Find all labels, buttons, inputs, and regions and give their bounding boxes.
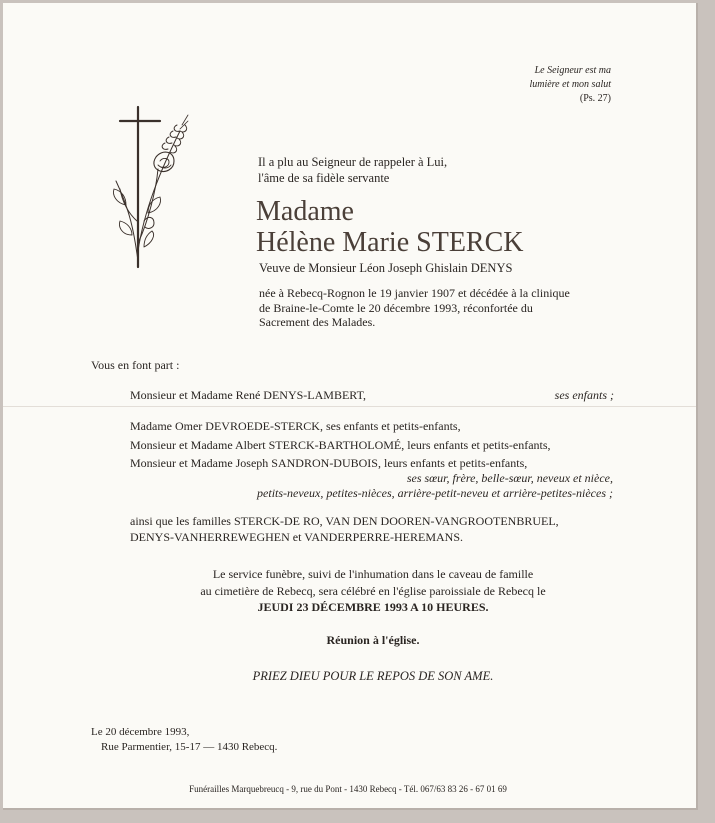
epigraph-line-2: lumière et mon salut bbox=[529, 79, 611, 90]
funeral-notice-card bbox=[3, 3, 698, 810]
widow-of-text: Veuve de Monsieur Léon Joseph Ghislain DENYS bbox=[259, 261, 513, 275]
sibling-line-3: Monsieur et Madame Joseph SANDRON-DUBOIS, leurs enfants et petits-enfants, bbox=[130, 456, 528, 470]
epigraph-reference: (Ps. 27) bbox=[579, 93, 611, 104]
cross-with-rose-and-wheat-icon bbox=[108, 101, 200, 271]
siblings-list bbox=[130, 417, 551, 473]
other-families bbox=[130, 513, 559, 545]
service-line-2: au cimetière de Rebecq, sera célébré en l'église paroissiale de Rebecq le bbox=[200, 583, 546, 598]
intro-text bbox=[258, 154, 447, 186]
service-datetime: JEUDI 23 DÉCEMBRE 1993 A 10 HEURES. bbox=[257, 600, 489, 614]
birth-death-line-1: née à Rebecq-Rognon le 19 janvier 1907 et décédée à la clinique bbox=[259, 286, 570, 300]
sender-date: Le 20 décembre 1993, bbox=[91, 726, 190, 738]
birth-death-line-3: Sacrement des Malades. bbox=[259, 315, 376, 329]
deceased-title: Madame bbox=[256, 196, 354, 227]
epigraph bbox=[443, 64, 611, 106]
birth-death-text bbox=[259, 286, 570, 330]
meeting-text: Réunion à l'église. bbox=[326, 633, 420, 647]
prayer-text: PRIEZ DIEU POUR LE REPOS DE SON AME. bbox=[252, 669, 494, 683]
fold-line bbox=[3, 406, 696, 407]
epigraph-line-1: Le Seigneur est ma bbox=[534, 65, 611, 76]
birth-death-line-2: de Braine-le-Comte le 20 décembre 1993, réconfortée du bbox=[259, 300, 533, 315]
announcement-text: Vous en font part : bbox=[91, 358, 180, 372]
funeral-home-footer: Funérailles Marquebreucq - 9, rue du Pont - 1430 Rebecq - Tél. 067/63 83 26 - 67 01 69 bbox=[189, 784, 507, 794]
siblings-relation bbox=[163, 471, 613, 501]
deceased-name: Hélène Marie STERCK bbox=[256, 227, 524, 258]
siblings-relation-line-2: petits-neveux, petites-nièces, arrière-petit-neveu et arrière-petites-nièces ; bbox=[257, 486, 613, 500]
sibling-line-2: Monsieur et Madame Albert STERCK-BARTHOLOMÉ, leurs enfants et petits-enfants, bbox=[130, 437, 551, 452]
children-names: Monsieur et Madame René DENYS-LAMBERT, bbox=[130, 388, 367, 402]
sibling-line-1: Madame Omer DEVROEDE-STERCK, ses enfants et petits-enfants, bbox=[130, 419, 461, 433]
sender-address: Rue Parmentier, 15-17 — 1430 Rebecq. bbox=[101, 741, 278, 753]
siblings-relation-line-1: ses sœur, frère, belle-sœur, neveux et nièce, bbox=[406, 471, 613, 485]
sender-block bbox=[91, 725, 277, 755]
intro-line-1: Il a plu au Seigneur de rappeler à Lui, bbox=[258, 155, 448, 169]
other-families-line-1: ainsi que les familles STERCK-DE RO, VAN DEN DOOREN-VANGROOTENBRUEL, bbox=[130, 514, 559, 528]
funeral-service-text bbox=[113, 566, 633, 616]
children-relation: ses enfants ; bbox=[554, 388, 614, 402]
other-families-line-2: DENYS-VANHERREWEGHEN et VANDERPERRE-HEREMANS. bbox=[130, 530, 464, 544]
service-line-1: Le service funèbre, suivi de l'inhumation dans le caveau de famille bbox=[212, 567, 534, 581]
intro-line-2: l'âme de sa fidèle servante bbox=[258, 171, 390, 185]
